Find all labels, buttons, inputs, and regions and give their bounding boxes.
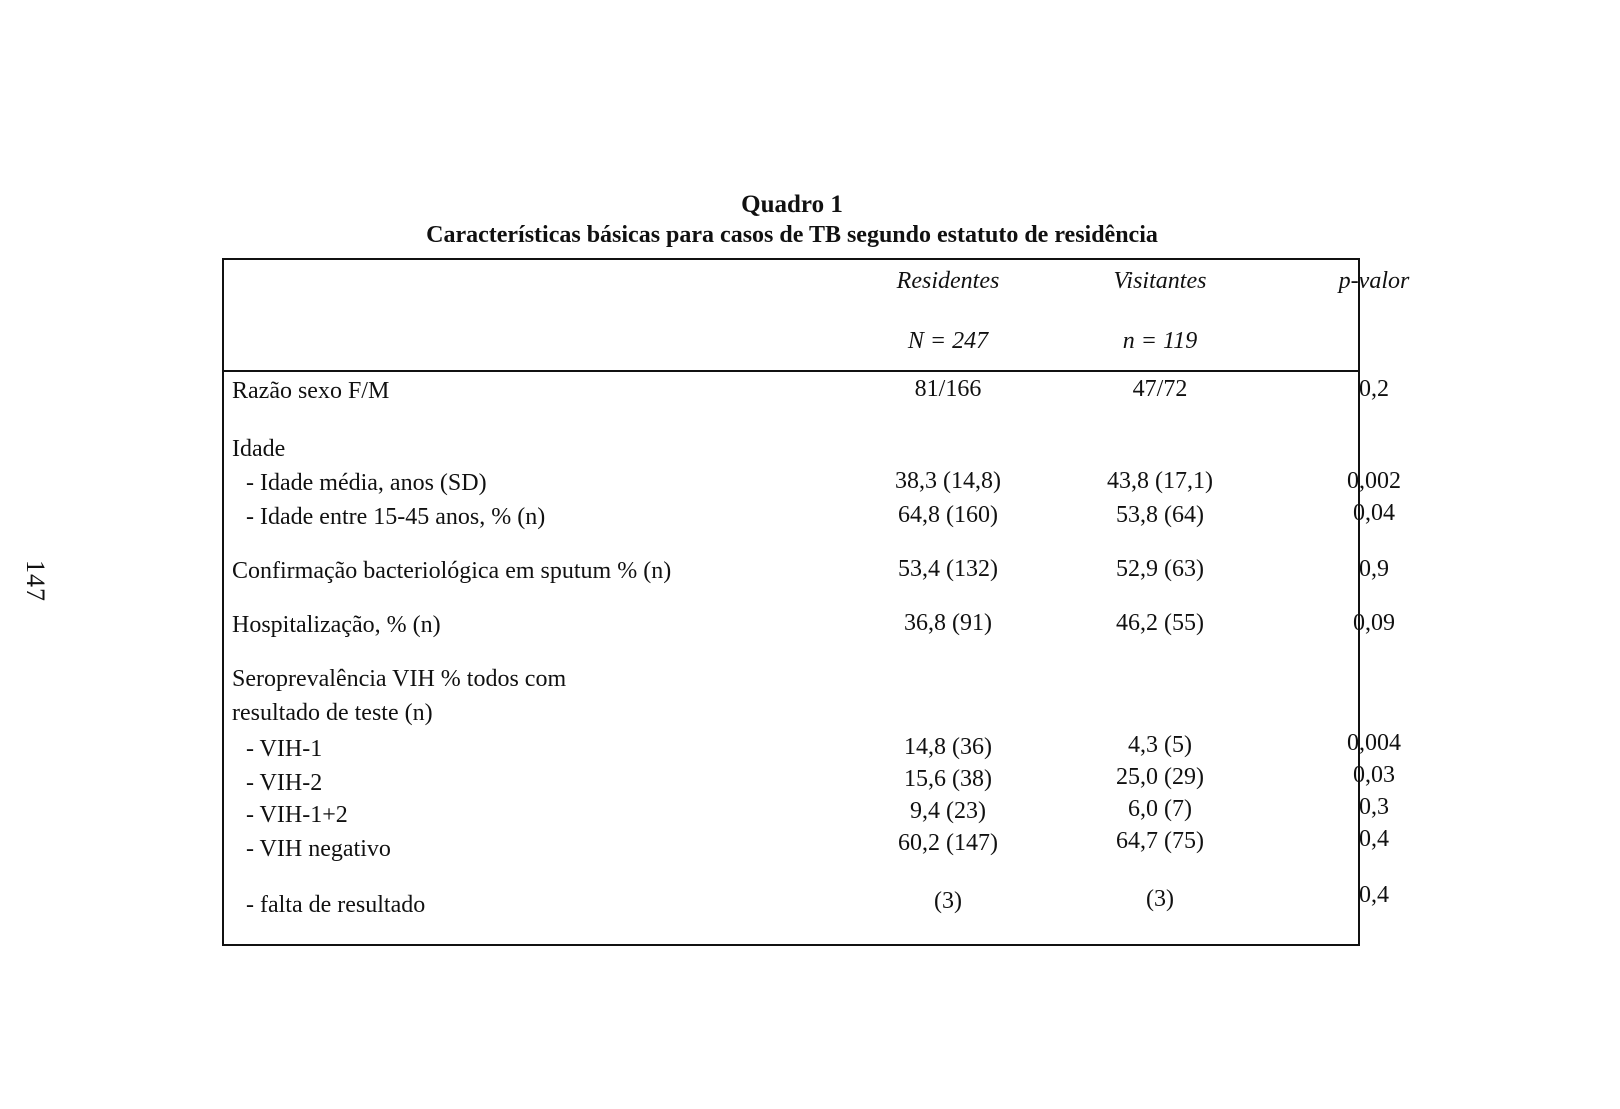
- cell-p-valor: 0,09: [1353, 610, 1395, 636]
- row-label: Seroprevalência VIH % todos com: [232, 666, 567, 692]
- row-label: resultado de teste (n): [232, 700, 433, 726]
- row-label: - falta de resultado: [246, 892, 426, 918]
- cell-visitantes: (3): [1146, 886, 1174, 912]
- page-number: 147: [21, 560, 50, 602]
- cell-p-valor: 0,03: [1353, 762, 1395, 788]
- cell-residentes: 60,2 (147): [898, 830, 998, 856]
- cell-residentes: 36,8 (91): [904, 610, 992, 636]
- cell-p-valor: 0,04: [1353, 500, 1395, 526]
- table-subtitle: Características básicas para casos de TB segundo estatuto de residência: [426, 222, 1158, 248]
- cell-visitantes: 52,9 (63): [1116, 556, 1204, 582]
- cell-p-valor: 0,004: [1347, 730, 1401, 756]
- cell-p-valor: 0,2: [1359, 376, 1389, 402]
- cell-p-valor: 0,002: [1347, 468, 1401, 494]
- cell-residentes: 64,8 (160): [898, 502, 998, 528]
- cell-residentes: 81/166: [914, 376, 982, 402]
- data-table: [222, 258, 1410, 946]
- cell-residentes: 14,8 (36): [904, 734, 992, 760]
- row-label: - VIH-1+2: [246, 802, 348, 828]
- header-visitantes: Visitantes: [1113, 268, 1207, 294]
- cell-visitantes: 53,8 (64): [1116, 502, 1204, 528]
- cell-visitantes: 64,7 (75): [1116, 828, 1204, 854]
- cell-visitantes: 46,2 (55): [1116, 610, 1204, 636]
- row-label: Hospitalização, % (n): [232, 612, 441, 638]
- header-divider: [224, 370, 1358, 372]
- row-label: Razão sexo F/M: [232, 378, 390, 404]
- header-n-visitantes: n = 119: [1122, 328, 1198, 354]
- row-label: - VIH-1: [246, 736, 323, 762]
- cell-p-valor: 0,4: [1359, 882, 1389, 908]
- cell-visitantes: 4,3 (5): [1128, 732, 1192, 758]
- cell-visitantes: 25,0 (29): [1116, 764, 1204, 790]
- cell-visitantes: 47/72: [1132, 376, 1188, 402]
- cell-p-valor: 0,9: [1359, 556, 1389, 582]
- cell-residentes: 15,6 (38): [904, 766, 992, 792]
- row-label: - VIH negativo: [246, 836, 391, 862]
- cell-residentes: 9,4 (23): [910, 798, 986, 824]
- row-label: - Idade média, anos (SD): [246, 470, 487, 496]
- cell-residentes: (3): [934, 888, 962, 914]
- row-label: - VIH-2: [246, 770, 323, 796]
- row-label: Idade: [232, 436, 286, 462]
- cell-visitantes: 43,8 (17,1): [1107, 468, 1213, 494]
- header-n-residentes: N = 247: [907, 328, 989, 354]
- cell-visitantes: 6,0 (7): [1128, 796, 1192, 822]
- header-residentes: Residentes: [896, 268, 1000, 294]
- cell-p-valor: 0,3: [1359, 794, 1389, 820]
- header-p-valor: p-valor: [1338, 268, 1410, 294]
- cell-residentes: 38,3 (14,8): [895, 468, 1001, 494]
- table-caption: [222, 190, 1362, 250]
- row-label: Confirmação bacteriológica em sputum % (n): [232, 558, 672, 584]
- cell-residentes: 53,4 (132): [898, 556, 998, 582]
- row-label: - Idade entre 15-45 anos, % (n): [246, 504, 546, 530]
- cell-p-valor: 0,4: [1359, 826, 1389, 852]
- table-title: Quadro 1: [741, 191, 843, 218]
